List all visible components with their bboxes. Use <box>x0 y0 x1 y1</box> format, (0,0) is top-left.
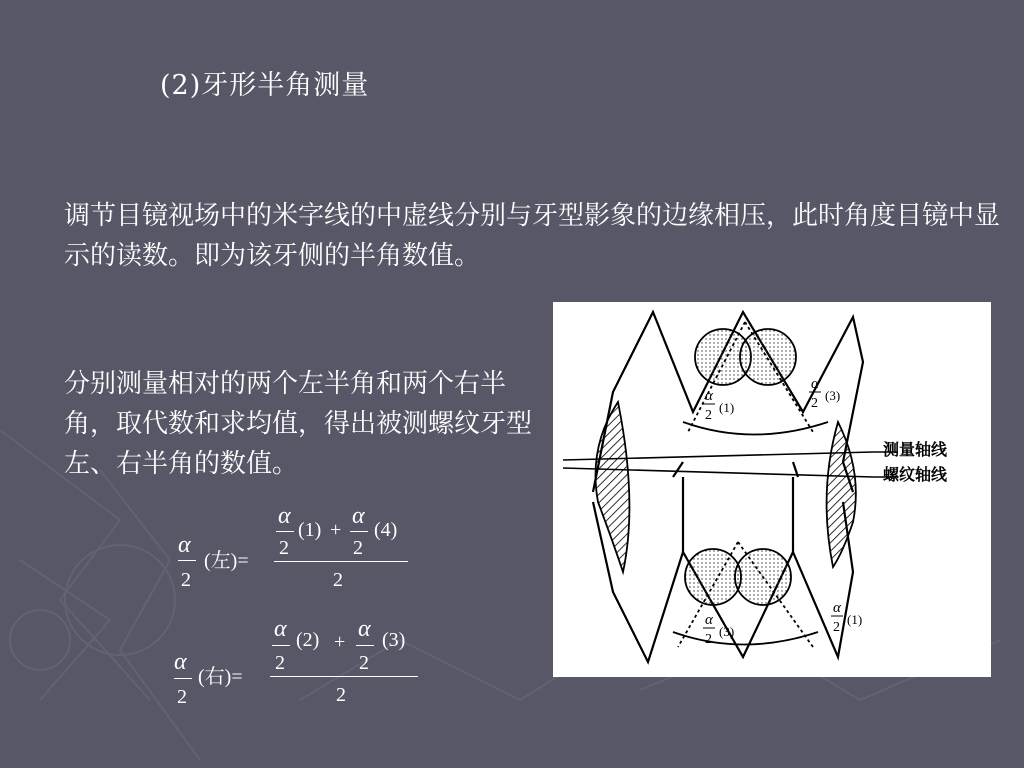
angle-label-3: (3) <box>825 388 841 403</box>
formula-right-term1: (2) <box>296 629 320 651</box>
formula-right-num-two-2: 2 <box>359 652 369 674</box>
thread-profile-diagram <box>553 302 991 677</box>
formula-right-num-alpha-1: α <box>274 616 287 642</box>
formula-left-two: 2 <box>181 569 191 591</box>
formula-left-half-angle <box>170 500 420 600</box>
formula-right-alpha: α <box>174 649 187 675</box>
formula-right-num-two-1: 2 <box>275 652 285 674</box>
angle-label-3b-two: 2 <box>705 632 712 647</box>
angle-label-1-alpha: α <box>705 388 713 404</box>
formula-left-plus: + <box>330 519 342 541</box>
formula-left-num-two-1: 2 <box>279 537 289 559</box>
formula-right-half-angle <box>168 615 428 715</box>
formula-left-denominator: 2 <box>333 569 343 591</box>
measure-axis-label: 测量轴线 <box>883 440 948 459</box>
angle-label-3b: (3) <box>719 624 735 639</box>
thread-diagram-svg <box>553 302 991 677</box>
formula-right-denominator: 2 <box>336 684 346 706</box>
formula-right-two: 2 <box>177 686 187 708</box>
formula-right-label: (右)= <box>198 666 243 688</box>
reticle-circle-bottom-left <box>685 549 741 605</box>
angle-label-3-alpha: α <box>811 376 819 392</box>
angle-label-1b-two: 2 <box>833 620 840 635</box>
angle-label-3b-alpha: α <box>705 612 713 628</box>
formula-left-num-alpha-2: α <box>352 503 365 529</box>
formula-right-num-alpha-2: α <box>358 616 371 642</box>
formula-left-label: (左)= <box>204 550 249 572</box>
angle-label-1b: (1) <box>847 612 863 627</box>
right-hatched-region <box>827 422 856 567</box>
section-heading: (2)牙形半角测量 <box>160 70 370 101</box>
formula-left-term1: (1) <box>298 519 322 541</box>
angle-label-1b-alpha: α <box>833 600 841 616</box>
angle-label-1: (1) <box>719 400 735 415</box>
formula-right-term2: (3) <box>382 629 406 651</box>
formula-left-term2: (4) <box>374 519 398 541</box>
method-paragraph: 分别测量相对的两个左半角和两个右半角，取代数和求均值，得出被测螺纹牙型左、右半角的数值。 <box>64 369 533 479</box>
instruction-paragraph: 调节目镜视场中的米字线的中虚线分别与牙型影象的边缘相压，此时角度目镜中显示的读数。即为该牙侧的半角数值。 <box>64 201 1001 271</box>
formula-left-num-alpha-1: α <box>278 503 291 529</box>
left-hatched-region <box>596 402 630 572</box>
formula-right-plus: + <box>334 631 346 653</box>
angle-label-1-two: 2 <box>705 408 712 423</box>
formula-left-alpha: α <box>178 532 191 558</box>
formula-left-num-two-2: 2 <box>353 537 363 559</box>
thread-axis-label: 螺纹轴线 <box>883 465 948 484</box>
angle-label-3-two: 2 <box>811 396 818 411</box>
reticle-circle-top-right <box>740 329 796 385</box>
